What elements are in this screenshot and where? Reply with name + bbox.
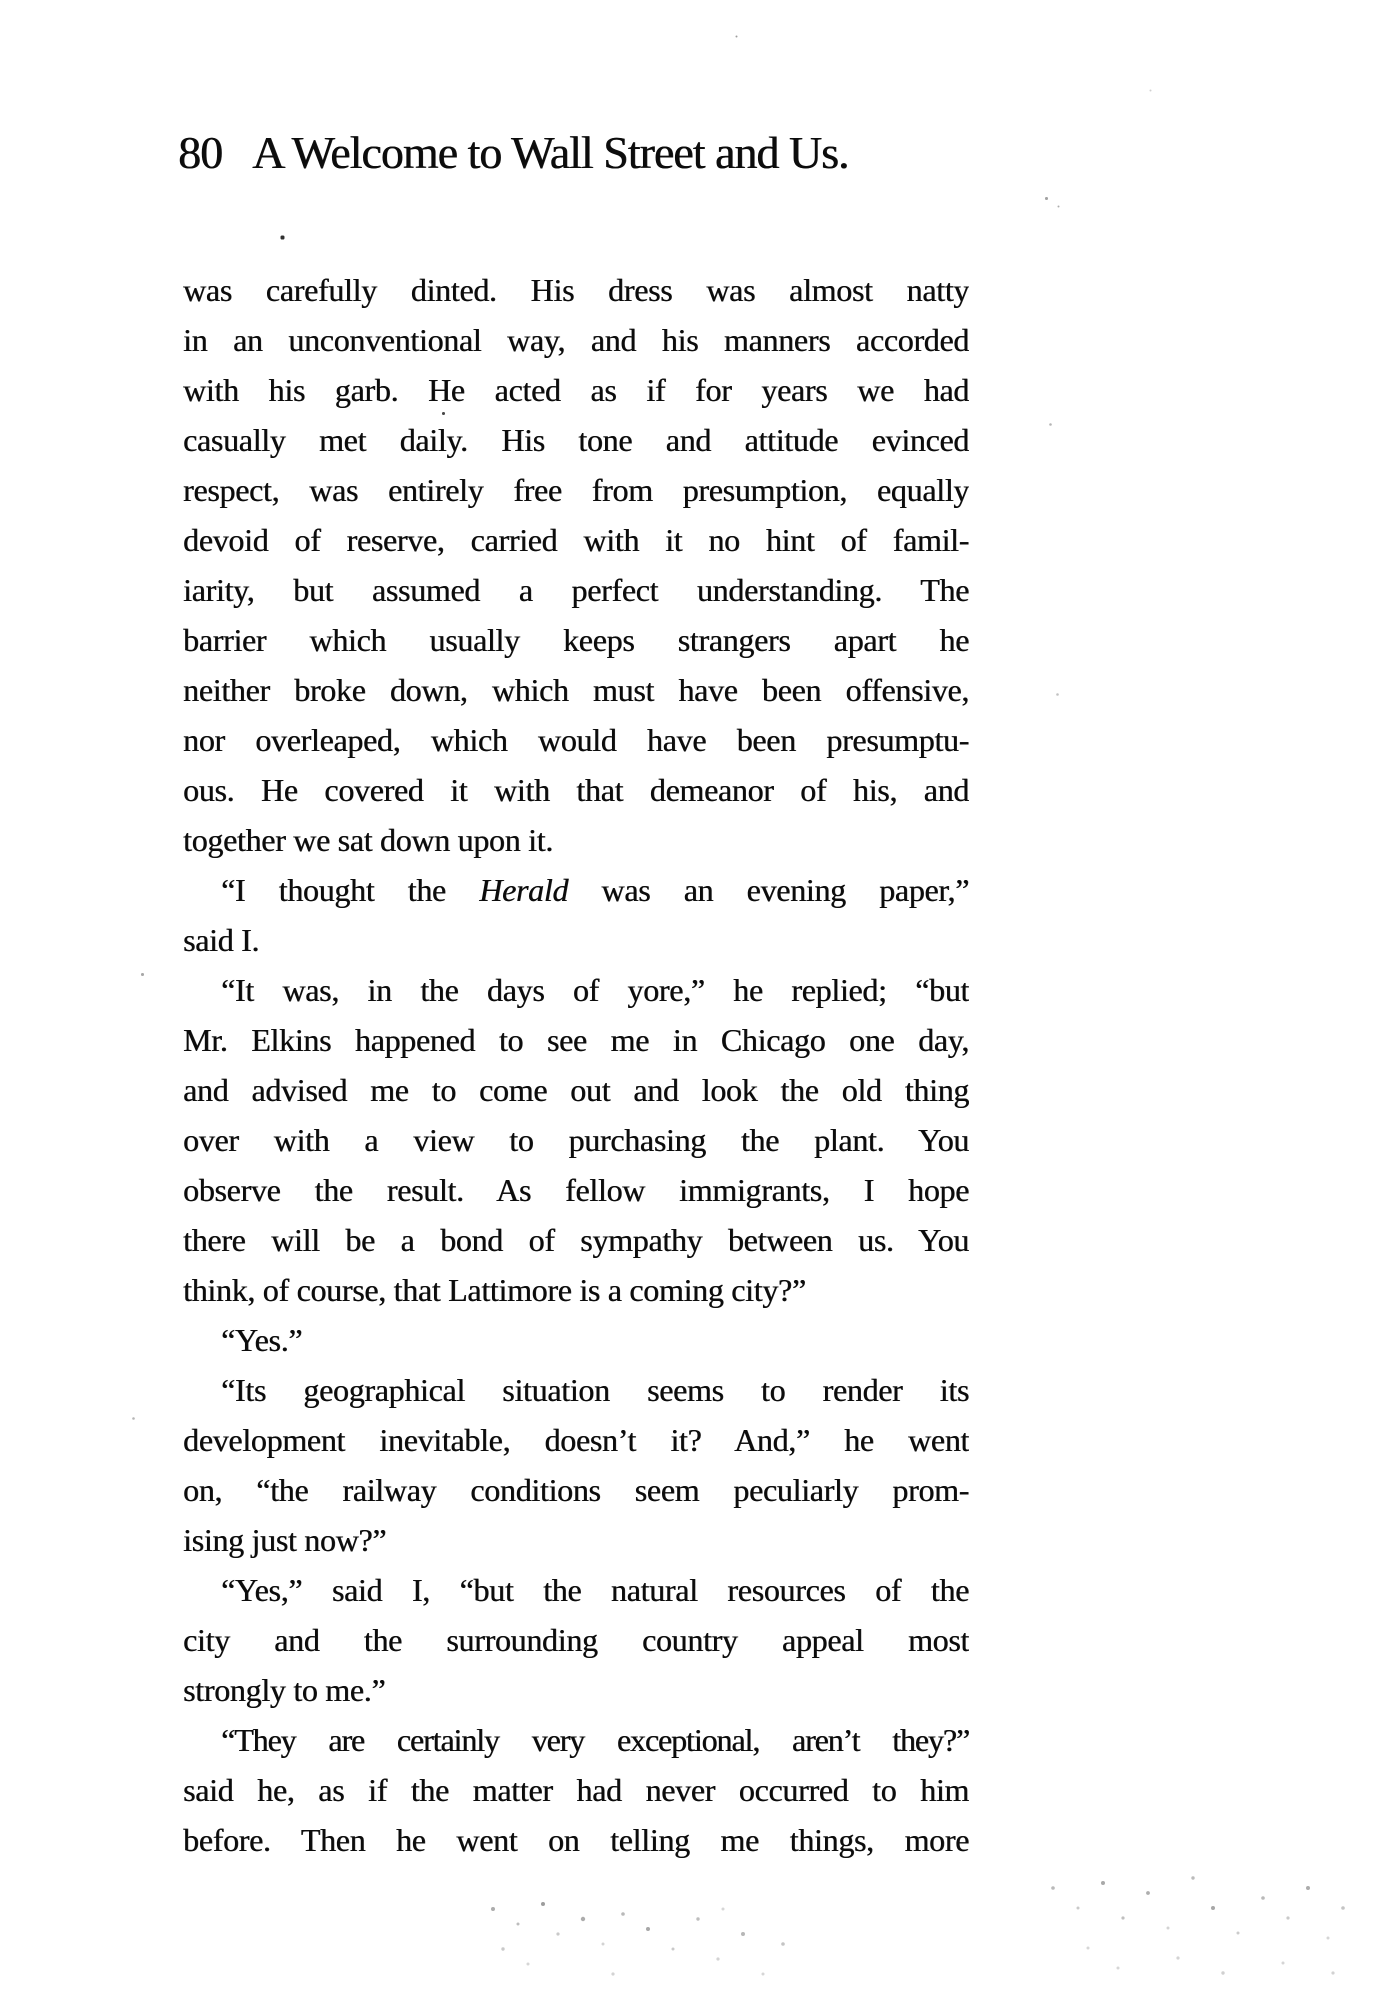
text-line: [183, 815, 969, 865]
text-segment: with his garb. He acted as if for years we had: [183, 372, 969, 408]
text-segment: and advised me to come out and look the old thing: [183, 1072, 969, 1108]
text-segment: think, of course, that Lattimore is a coming city?”: [183, 1272, 806, 1308]
text-segment: casually met daily. His tone and attitude evinced: [183, 422, 969, 458]
text-segment: said I.: [183, 922, 260, 958]
text-line: [183, 1215, 969, 1265]
page-header: [178, 126, 848, 179]
text-segment: ous. He covered it with that demeanor of his, and: [183, 772, 969, 808]
text-segment: before. Then he went on telling me things, more: [183, 1822, 969, 1858]
text-line: [183, 765, 969, 815]
text-segment: said he, as if the matter had never occurred to him: [183, 1772, 969, 1808]
scan-smudge-right: [1032, 1862, 1034, 1864]
text-line: [183, 515, 969, 565]
text-segment: in an unconventional way, and his manners accorded: [183, 322, 969, 358]
scan-smudge-left: [462, 1888, 464, 1890]
text-line: [183, 665, 969, 715]
text-line: [183, 1415, 969, 1465]
text-segment: strongly to me.”: [183, 1672, 386, 1708]
text-segment: iarity, but assumed a perfect understanding. The: [183, 572, 969, 608]
text-segment: “Yes,” said I, “but the natural resources of the: [221, 1572, 969, 1608]
text-segment: city and the surrounding country appeal most: [183, 1622, 969, 1658]
text-segment: together we sat down upon it.: [183, 822, 553, 858]
text-segment: devoid of reserve, carried with it no hint of famil-: [183, 522, 969, 558]
text-line: [183, 1315, 969, 1365]
text-segment: was carefully dinted. His dress was almost natty: [183, 272, 969, 308]
page-number: 80: [178, 127, 222, 178]
text-segment: observe the result. As fellow immigrants, I hope: [183, 1172, 969, 1208]
text-segment: respect, was entirely free from presumption, equally: [183, 472, 969, 508]
italic-word: Herald: [479, 872, 569, 908]
text-line: [183, 615, 969, 665]
text-segment: barrier which usually keeps strangers apart he: [183, 622, 969, 658]
text-line: [183, 365, 969, 415]
text-segment: ising just now?”: [183, 1522, 387, 1558]
text-line: [183, 1265, 969, 1315]
text-segment: “I thought the: [221, 872, 480, 908]
text-segment: on, “the railway conditions seem peculiarly prom-: [183, 1472, 969, 1508]
text-line: [183, 465, 969, 515]
text-segment: nor overleaped, which would have been presumptu-: [183, 722, 969, 758]
text-line: [183, 965, 969, 1015]
text-line: [183, 1065, 969, 1115]
text-segment: over with a view to purchasing the plant. You: [183, 1122, 969, 1158]
text-line: [183, 1715, 969, 1765]
text-line: [183, 1115, 969, 1165]
scan-speckles: [0, 0, 1, 1]
text-line: [183, 1515, 969, 1565]
text-line: [183, 1015, 969, 1065]
text-line: [183, 415, 969, 465]
text-line: [183, 715, 969, 765]
text-segment: development inevitable, doesn’t it? And,” he went: [183, 1422, 969, 1458]
text-line: [183, 1815, 969, 1865]
text-line: [183, 1765, 969, 1815]
text-line: [183, 1565, 969, 1615]
text-line: [183, 1165, 969, 1215]
text-segment: “Its geographical situation seems to render its: [221, 1372, 969, 1408]
body-text-block: [183, 265, 969, 1865]
text-segment: there will be a bond of sympathy between us. You: [183, 1222, 969, 1258]
text-line: [183, 865, 969, 915]
text-line: [183, 565, 969, 615]
text-line: [183, 1465, 969, 1515]
text-line: [183, 915, 969, 965]
text-line: [183, 315, 969, 365]
text-line: [183, 1665, 969, 1715]
text-segment: Mr. Elkins happened to see me in Chicago one day,: [183, 1022, 969, 1058]
text-segment: neither broke down, which must have been offensive,: [183, 672, 969, 708]
text-segment: “Yes.”: [221, 1322, 303, 1358]
text-segment: was an evening paper,”: [568, 872, 969, 908]
text-segment: “It was, in the days of yore,” he replied; “but: [221, 972, 969, 1008]
text-segment: “They are certainly very exceptional, aren’t they?”: [221, 1722, 969, 1758]
text-line: [183, 1615, 969, 1665]
text-line: [183, 1365, 969, 1415]
text-line: [183, 265, 969, 315]
running-title: A Welcome to Wall Street and Us.: [252, 127, 849, 178]
